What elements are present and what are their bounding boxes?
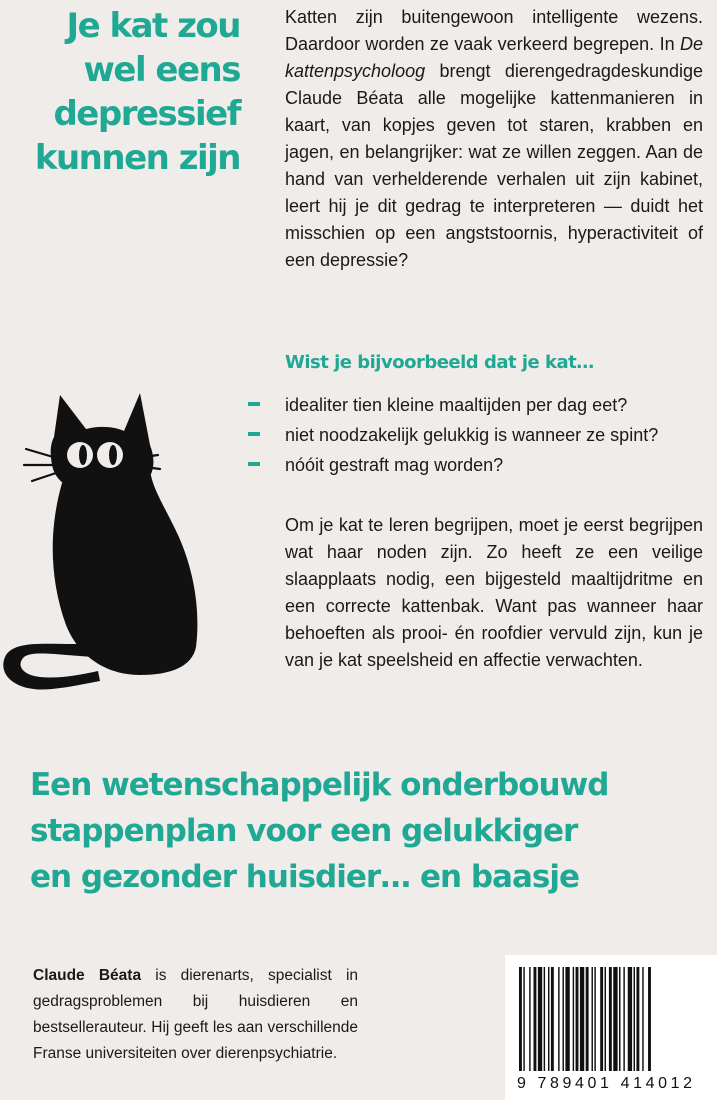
barcode-bar bbox=[565, 967, 569, 1071]
barcode-bar bbox=[573, 967, 574, 1071]
facts-list bbox=[248, 390, 658, 480]
dash-bullet-icon bbox=[248, 402, 260, 406]
barcode-bar bbox=[580, 967, 584, 1071]
list-item bbox=[248, 450, 658, 480]
list-item bbox=[248, 420, 658, 450]
barcode-bar bbox=[634, 967, 635, 1071]
author-bio bbox=[33, 963, 358, 1067]
barcode-bar bbox=[648, 967, 651, 1071]
list-item bbox=[248, 390, 658, 420]
headline-line: Je kat zou bbox=[66, 6, 240, 46]
isbn-number: 9 789401 414012 bbox=[517, 1075, 696, 1092]
intro-text-part2: brengt dierengedragdeskundige Claude Béata alle mogelijke kattenmanieren in kaart, van kopjes geven tot staren, krabben en jagen, en belangrijker: wat ze willen zeggen. Aan de hand van verhelderende verhalen uit zijn kabinet, leert hij je dit gedrag te interpreteren — duidt het misschien op een angststoornis, hyperactiviteit of een depressie? bbox=[285, 61, 703, 270]
intro-text-part1: Katten zijn buitengewoon intelligente wezens. Daardoor worden ze vaak verkeerd begrepen. In bbox=[285, 7, 703, 54]
tagline-line: Een wetenschappelijk onderbouwd bbox=[30, 767, 609, 803]
barcode-bars bbox=[519, 967, 705, 1071]
headline-line: kunnen zijn bbox=[34, 138, 240, 178]
barcode-bar bbox=[563, 967, 564, 1071]
headline bbox=[8, 4, 240, 180]
dash-bullet-icon bbox=[248, 432, 260, 436]
barcode-bar bbox=[558, 967, 559, 1071]
barcode-bar bbox=[548, 967, 549, 1071]
dash-bullet-icon bbox=[248, 462, 260, 466]
barcode-bar bbox=[600, 967, 603, 1071]
facts-heading: Wist je bijvoorbeeld dat je kat… bbox=[285, 352, 594, 373]
barcode-bar bbox=[538, 967, 542, 1071]
barcode-bar bbox=[619, 967, 620, 1071]
barcode-bar bbox=[636, 967, 639, 1071]
barcode-bar bbox=[623, 967, 624, 1071]
fact-text: nóóit gestraft mag worden? bbox=[285, 455, 504, 475]
author-bio-text: is dierenarts, specialist in gedragsproblemen bij huisdieren en bestsellerauteur. Hij geeft les aan verschillende Franse universiteiten over dierenpsychiatrie. bbox=[33, 967, 359, 1062]
barcode-bar bbox=[544, 967, 545, 1071]
fact-text: idealiter tien kleine maaltijden per dag eet? bbox=[285, 395, 628, 415]
barcode-bar bbox=[594, 967, 595, 1071]
needs-paragraph: Om je kat te leren begrijpen, moet je eerst begrijpen wat haar noden zijn. Zo heeft ze een veilige slaapplaats nodig, een bijgesteld maaltijdritme en een correcte kattenbak. Want pas wanneer haar behoeften als prooi- én roofdier vervuld zijn, kun je van je kat speelsheid en affectie verwachten. bbox=[285, 515, 703, 670]
fact-text: niet noodzakelijk gelukkig is wanneer ze spint? bbox=[285, 425, 659, 445]
intro-paragraph bbox=[285, 4, 703, 274]
barcode-bar bbox=[609, 967, 612, 1071]
barcode-bar bbox=[576, 967, 579, 1071]
book-title: De kattenpsycholoog bbox=[285, 34, 703, 81]
tagline-line: stappenplan voor een gelukkiger bbox=[30, 813, 578, 849]
barcode-bar bbox=[529, 967, 530, 1071]
author-name: Claude Béata bbox=[33, 967, 142, 984]
tagline bbox=[30, 762, 700, 900]
barcode-bar bbox=[628, 967, 632, 1071]
tagline-line: en gezonder huisdier… en baasje bbox=[30, 859, 579, 895]
barcode-bar bbox=[613, 967, 617, 1071]
barcode-bar bbox=[605, 967, 606, 1071]
black-cat-illustration bbox=[0, 375, 205, 710]
barcode-bar bbox=[523, 967, 524, 1071]
barcode-bar bbox=[586, 967, 589, 1071]
barcode-bar bbox=[534, 967, 537, 1071]
headline-line: depressief bbox=[53, 94, 240, 134]
barcode-bar bbox=[642, 967, 643, 1071]
barcode-bar bbox=[519, 967, 522, 1071]
barcode-bar bbox=[592, 967, 593, 1071]
barcode bbox=[505, 955, 717, 1100]
barcode-bar bbox=[551, 967, 554, 1071]
headline-line: wel eens bbox=[83, 50, 240, 90]
